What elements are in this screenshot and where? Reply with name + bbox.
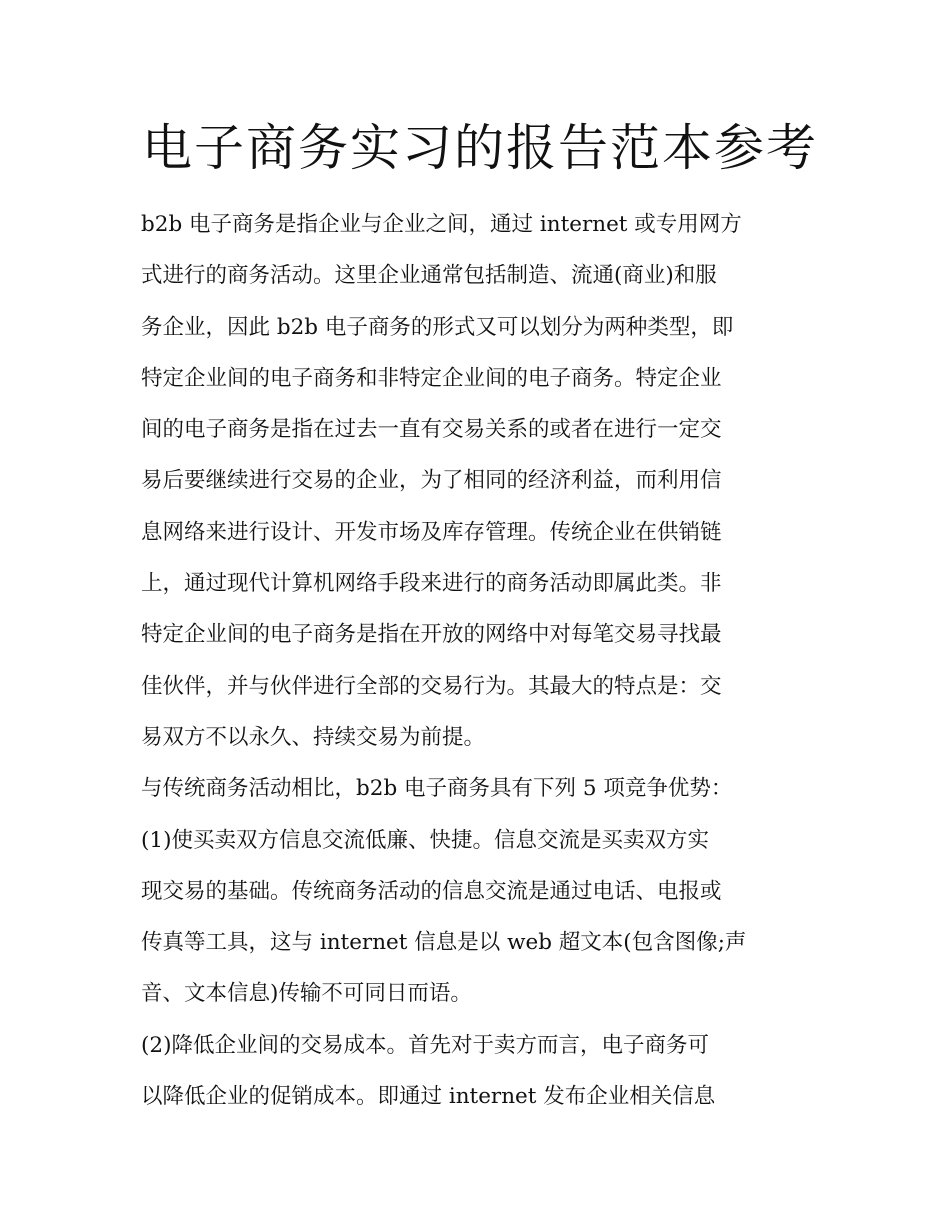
body-line: 易后要继续进行交易的企业，为了相同的经济利益，而利用信 (141, 468, 722, 494)
body-line: 易双方不以永久、持续交易为前提。 (141, 724, 486, 750)
body-line: 式进行的商务活动。这里企业通常包括制造、流通(商业)和服 (141, 263, 717, 289)
body-line: 特定企业间的电子商务是指在开放的网络中对每笔交易寻找最 (141, 622, 722, 648)
body-line: 务企业，因此 b2b 电子商务的形式又可以划分为两种类型，即 (141, 314, 734, 340)
body-line: 息网络来进行设计、开发市场及库存管理。传统企业在供销链 (141, 519, 722, 545)
body-line: 传真等工具，这与 internet 信息是以 web 超文本(包含图像;声 (141, 930, 747, 956)
body-line: 上，通过现代计算机网络手段来进行的商务活动即属此类。非 (141, 571, 722, 597)
body-line: 现交易的基础。传统商务活动的信息交流是通过电话、电报或 (141, 878, 722, 904)
body-line: b2b 电子商务是指企业与企业之间，通过 internet 或专用网方 (141, 212, 742, 237)
body-line: 以降低企业的促销成本。即通过 internet 发布企业相关信息 (141, 1084, 716, 1110)
document-body (141, 199, 813, 1122)
body-line: 佳伙伴，并与伙伴进行全部的交易行为。其最大的特点是：交 (141, 673, 722, 699)
body-line: (2)降低企业间的交易成本。首先对于卖方而言，电子商务可 (141, 1032, 709, 1058)
body-line: 间的电子商务是指在过去一直有交易关系的或者在进行一定交 (141, 417, 722, 443)
body-line: 与传统商务活动相比，b2b 电子商务具有下列 5 项竞争优势： (141, 776, 733, 802)
body-line: 音、文本信息)传输不可同日而语。 (141, 981, 472, 1007)
body-line: (1)使买卖双方信息交流低廉、快捷。信息交流是买卖双方实 (141, 827, 709, 853)
body-line: 特定企业间的电子商务和非特定企业间的电子商务。特定企业 (141, 365, 722, 391)
document-title: 电子商务实习的报告范本参考 (142, 119, 818, 177)
